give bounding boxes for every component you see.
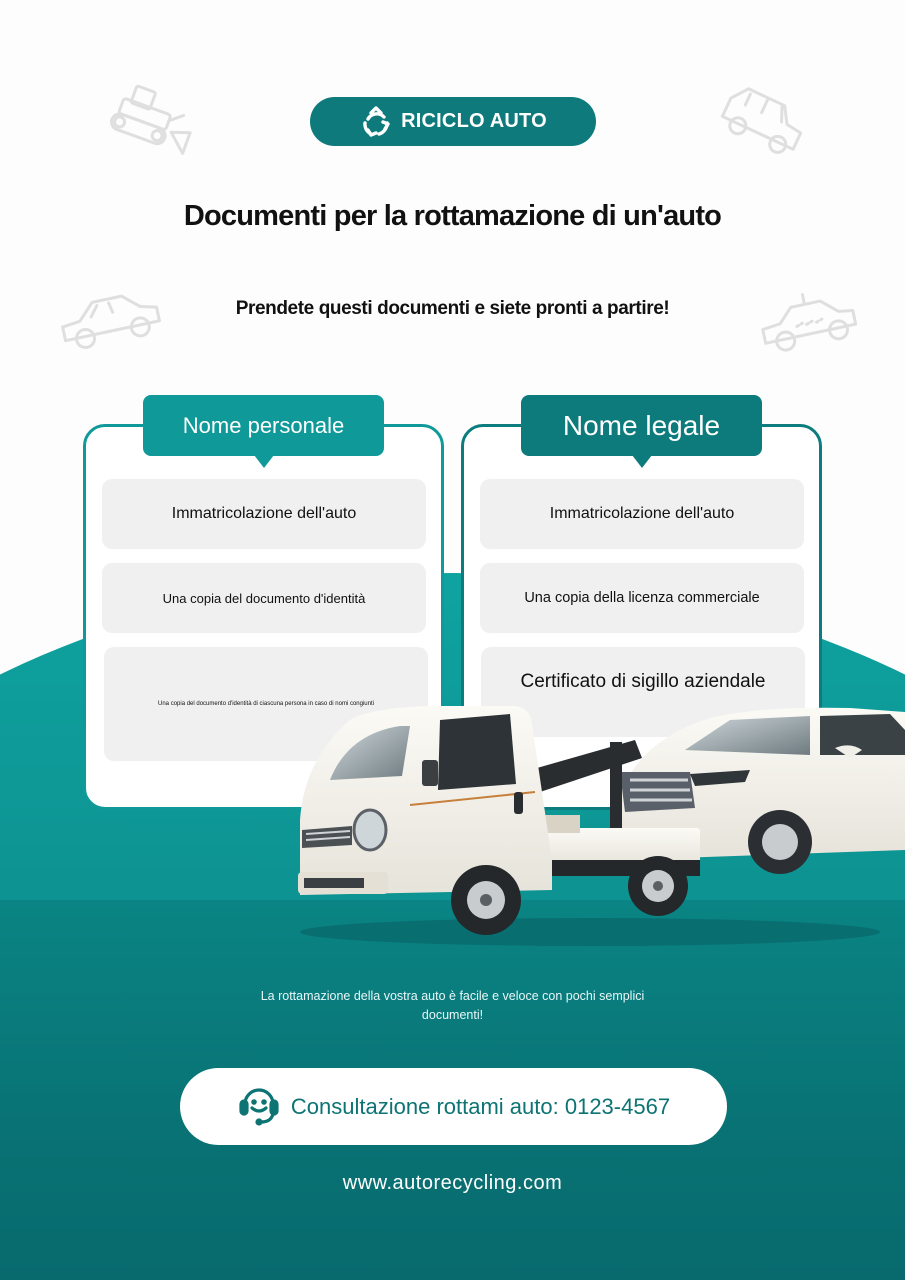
document-item xyxy=(102,479,426,549)
contact-phone-button[interactable] xyxy=(180,1068,727,1145)
document-item-text: Immatricolazione dell'auto xyxy=(171,505,357,522)
document-item-text: Una copia della licenza commerciale xyxy=(524,590,760,606)
website-link[interactable]: www.autorecycling.com xyxy=(342,1172,563,1194)
legal-name-tab xyxy=(521,395,762,456)
headset-icon xyxy=(237,1082,281,1132)
personal-name-tab xyxy=(143,395,384,456)
tab-label: Nome legale xyxy=(562,409,721,441)
badge-label: RICICLO AUTO xyxy=(401,110,547,132)
document-item xyxy=(480,563,804,633)
footer-tagline: La rottamazione della vostra auto è facile e veloce con pochi semplici documenti! xyxy=(260,989,645,1022)
page-subtitle: Prendete questi documenti e siete pronti a partire! xyxy=(235,298,670,319)
bulldozer-icon xyxy=(108,76,203,166)
document-item-text: Immatricolazione dell'auto xyxy=(549,505,735,522)
document-item xyxy=(102,563,426,633)
document-item xyxy=(480,479,804,549)
recycle-icon xyxy=(359,105,393,139)
contact-label: Consultazione rottami auto: 0123-4567 xyxy=(290,1093,671,1119)
riciclo-auto-badge xyxy=(310,97,596,146)
document-item-text: Una copia del documento d'identità di ciascuna persona in caso di nomi congiunti xyxy=(158,701,374,707)
tab-label: Nome personale xyxy=(182,412,345,438)
taxi-icon xyxy=(756,286,860,356)
document-item-text: Certificato di sigillo aziendale xyxy=(520,671,766,692)
tow-truck-illustration xyxy=(290,700,905,950)
suv-icon xyxy=(712,84,812,169)
page-title: Documenti per la rottamazione di un'auto xyxy=(183,200,722,232)
document-item-text: Una copia del documento d'identità xyxy=(162,590,366,606)
